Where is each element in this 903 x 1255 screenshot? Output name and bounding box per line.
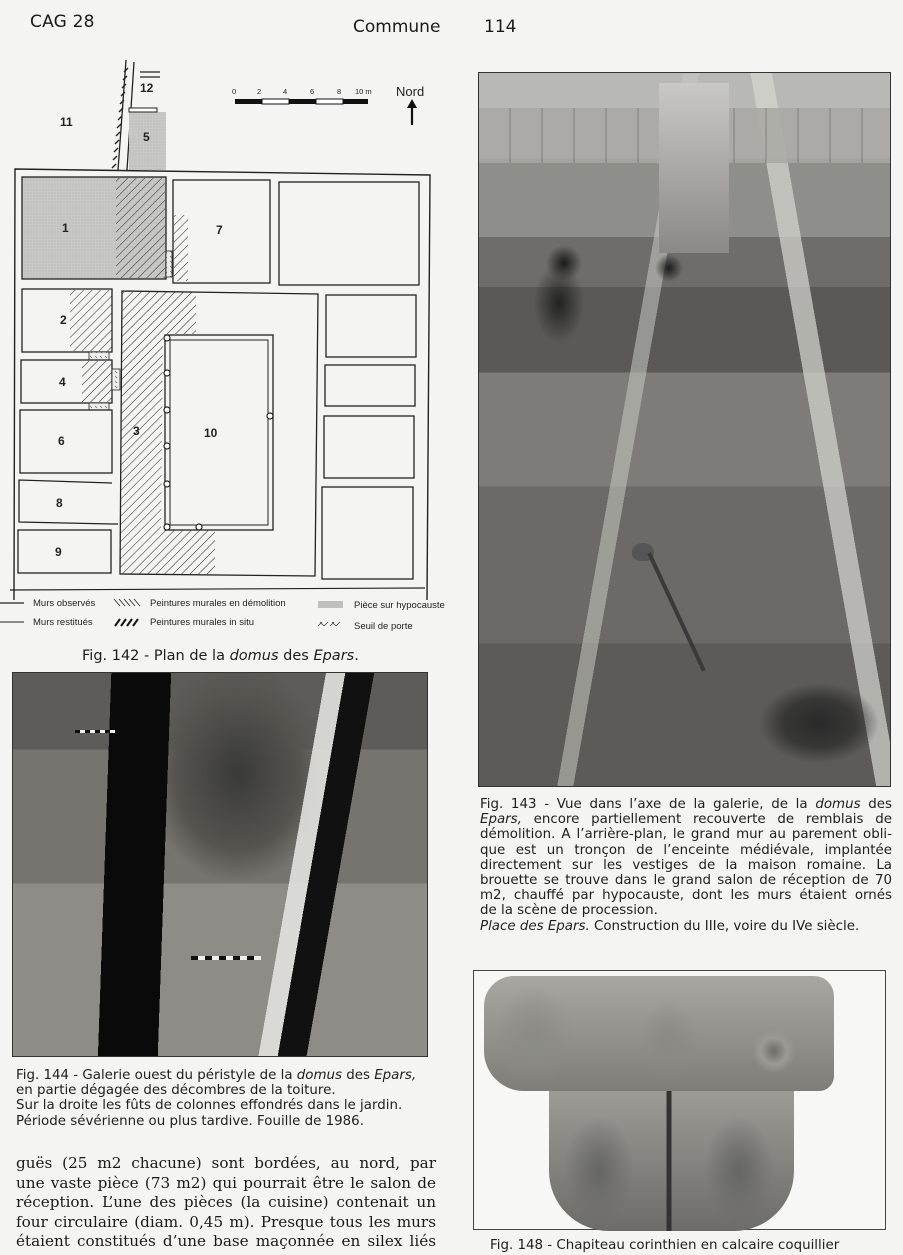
caption-text: des: [341, 1068, 375, 1083]
room-6: [20, 410, 112, 473]
fig148-caption: Fig. 148 - Chapiteau corinthien en calcaire coquillier: [490, 1238, 840, 1253]
caption-line: [480, 812, 892, 827]
fig148-capital-photo: [473, 970, 886, 1230]
scale-tick-4: 4: [283, 87, 288, 96]
legend-hypocauste: Pièce sur hypocauste: [354, 600, 445, 611]
fig144-caption: [16, 1068, 456, 1129]
photo-scale-bar: [191, 956, 261, 960]
caption-line: Sur la droite les fûts de colonnes effondrés dans le jardin.: [16, 1098, 403, 1114]
photo-scale-bar: [75, 730, 119, 733]
running-header-series: CAG 28: [30, 12, 95, 32]
door-threshold: [89, 352, 109, 360]
room-label-5: 5: [143, 130, 150, 144]
room-e1: [326, 295, 416, 357]
caption-italic: domus: [229, 648, 279, 664]
room-label-2: 2: [60, 313, 67, 327]
room-e3: [324, 416, 414, 478]
capital-abacus: [484, 976, 834, 1091]
domus-plan-figure: [0, 55, 460, 635]
caption-text: des: [278, 648, 314, 664]
caption-italic: domus: [296, 1068, 342, 1083]
room-label-4: 4: [59, 375, 66, 389]
room-ne: [279, 182, 419, 285]
body-paragraph: [16, 1154, 436, 1252]
legend-murs-observes: Murs observés: [33, 598, 96, 609]
body-line: four circulaire (diam. 0,45 m). Presque tous les murs: [16, 1212, 436, 1231]
scale-tick-2: 2: [257, 87, 262, 96]
photo-shovel-handle: [647, 552, 706, 672]
room-e4: [322, 487, 413, 579]
caption-line: directement sur les vestiges de la maison romaine. La: [480, 857, 892, 873]
body-line: une vaste pièce (73 m2) qui pourrait être le salon de: [16, 1173, 436, 1192]
caption-text: Fig. 144 - Galerie ouest du péristyle de la: [16, 1068, 297, 1083]
room-label-8: 8: [56, 496, 63, 510]
page-number: 114: [484, 17, 517, 37]
caption-line: que est un tronçon de l’enceinte médiévale, implantée: [480, 842, 892, 858]
scale-bar: [232, 87, 372, 104]
caption-text: Construction du IIIe, voire du IVe siècle.: [589, 918, 860, 934]
hypocaust-swatch-icon: [318, 601, 343, 608]
caption-text: .: [354, 648, 359, 664]
capital-acanthus: [549, 1091, 794, 1231]
room-9: [18, 530, 111, 573]
room-label-3: 3: [133, 424, 140, 438]
caption-line: brouette se trouve dans le grand salon de réception de 70: [480, 873, 892, 889]
caption-italic: domus: [815, 797, 861, 812]
scale-tick-0: 0: [232, 87, 237, 96]
room-label-9: 9: [55, 545, 62, 559]
scale-tick-6: 6: [310, 87, 315, 96]
caption-text: des: [860, 797, 892, 812]
caption-italic: Place des Epars.: [480, 918, 590, 934]
fig143-caption: [480, 797, 892, 934]
caption-text: encore partiellement recouverte de remblais de: [521, 812, 892, 828]
room-label-6: 6: [58, 434, 65, 448]
caption-italic: Epars,: [480, 812, 522, 828]
legend-peintures-in-situ: Peintures murales in situ: [150, 617, 255, 628]
fig143-excavation-photo: [478, 72, 891, 787]
hatch-demolition-icon: [114, 599, 140, 606]
room-8: [19, 480, 118, 524]
caption-line: [480, 919, 892, 934]
room-label-12: 12: [140, 81, 154, 95]
north-label: Nord: [396, 84, 425, 99]
room-label-10: 10: [204, 426, 218, 440]
caption-line: Période sévérienne ou plus tardive. Fouille de 1986.: [16, 1113, 364, 1129]
room-label-7: 7: [216, 223, 223, 237]
room-label-11: 11: [60, 115, 73, 129]
scale-tick-8: 8: [337, 87, 342, 96]
body-line: étaient constitués d’une base maçonnée en silex liés: [16, 1232, 436, 1250]
north-arrow-icon: [407, 99, 417, 125]
caption-line: [480, 797, 892, 812]
caption-line: m2, chauffé par hypocauste, dont les murs étaient ornés: [480, 888, 892, 904]
caption-line: démolition. A l’arrière-plan, le grand mur au parement obli-: [480, 827, 892, 843]
plan-legend: [0, 598, 445, 632]
photo-medieval-wall: [659, 83, 729, 253]
garden-10: [165, 335, 273, 530]
caption-line: de la scène de procession.: [480, 903, 658, 919]
legend-peintures-demolition: Peintures murales en démolition: [150, 598, 286, 609]
caption-text: Fig. 143 - Vue dans l’axe de la galerie, de la: [480, 797, 816, 812]
body-line: guës (25 m2 chacune) sont bordées, au nord, par: [16, 1154, 436, 1172]
fig142-caption: [82, 649, 359, 664]
caption-italic: Epars,: [374, 1068, 417, 1083]
running-header-commune: Commune: [353, 17, 441, 37]
body-line: réception. L’une des pièces (la cuisine) contenait un: [16, 1193, 436, 1211]
seuil-swatch-icon: [318, 622, 340, 626]
hatch-in-situ-icon: [115, 619, 138, 626]
fig144-gallery-photo: [12, 672, 428, 1057]
caption-line: [16, 1068, 456, 1083]
caption-italic: Epars: [313, 648, 355, 664]
caption-text: Fig. 142 - Plan de la: [82, 648, 230, 664]
scale-tick-10m: 10 m: [355, 87, 372, 96]
legend-seuil: Seuil de porte: [354, 621, 413, 632]
room-label-1: 1: [62, 221, 69, 235]
caption-line: en partie dégagée des décombres de la toiture.: [16, 1083, 336, 1099]
legend-murs-restitues: Murs restitués: [33, 617, 93, 628]
room-e2: [325, 365, 415, 406]
